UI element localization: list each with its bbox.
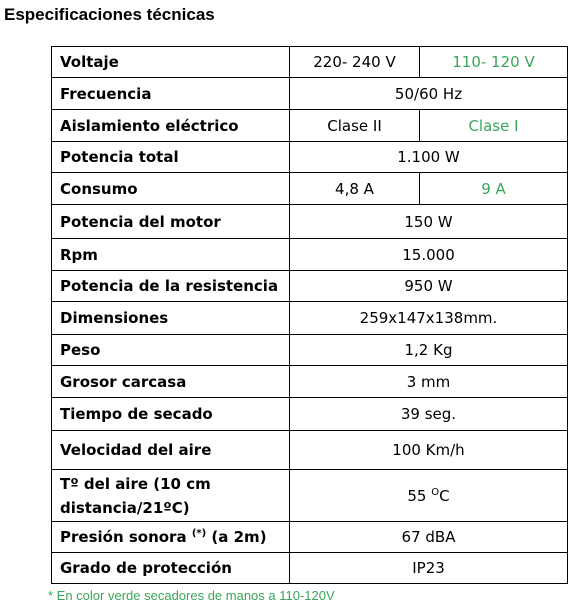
- table-row: [52, 142, 568, 173]
- table-row: [52, 470, 568, 522]
- table-row: [52, 398, 568, 431]
- table-row: [52, 173, 568, 205]
- page-title: Especificaciones técnicas: [4, 5, 215, 24]
- row-value: 1.100 W: [290, 142, 568, 173]
- value-unit: C: [439, 486, 450, 505]
- row-label: Dimensiones: [52, 302, 290, 335]
- value-unit-sup: O: [431, 486, 440, 498]
- table-row: [52, 47, 568, 78]
- row-label: Voltaje: [52, 47, 290, 78]
- row-label: Tiempo de secado: [52, 398, 290, 431]
- row-value: 4,8 A: [290, 173, 420, 205]
- label-text: Presión sonora: [60, 528, 187, 546]
- row-value: 100 Km/h: [290, 431, 568, 470]
- row-label: Potencia del motor: [52, 205, 290, 239]
- table-row: [52, 366, 568, 398]
- row-value: 3 mm: [290, 366, 568, 398]
- row-label: Velocidad del aire: [52, 431, 290, 470]
- row-label: Peso: [52, 335, 290, 366]
- row-label: Grado de protección: [52, 553, 290, 584]
- row-value-green: 9 A: [420, 173, 568, 205]
- row-value-green: 110- 120 V: [420, 47, 568, 78]
- row-label: Aislamiento eléctrico: [52, 110, 290, 142]
- footnote-marker: (*): [191, 528, 207, 539]
- row-label: Potencia de la resistencia: [52, 271, 290, 302]
- row-label: [52, 522, 290, 553]
- row-label: Frecuencia: [52, 78, 290, 110]
- row-value: 220- 240 V: [290, 47, 420, 78]
- row-label: Potencia total: [52, 142, 290, 173]
- row-value: IP23: [290, 553, 568, 584]
- row-value: 50/60 Hz: [290, 78, 568, 110]
- row-value: 259x147x138mm.: [290, 302, 568, 335]
- row-value: Clase II: [290, 110, 420, 142]
- table-row: [52, 522, 568, 553]
- row-label: Rpm: [52, 239, 290, 271]
- row-value: 150 W: [290, 205, 568, 239]
- row-value: 950 W: [290, 271, 568, 302]
- row-label: Grosor carcasa: [52, 366, 290, 398]
- row-value: 39 seg.: [290, 398, 568, 431]
- label-suffix: (a 2m): [211, 528, 267, 546]
- row-value: 67 dBA: [290, 522, 568, 553]
- row-label: Tº del aire (10 cm distancia/21ºC): [52, 470, 290, 522]
- specs-table: [51, 46, 568, 584]
- table-row: [52, 431, 568, 470]
- table-row: [52, 78, 568, 110]
- value-number: 55: [407, 486, 427, 505]
- table-row: [52, 335, 568, 366]
- row-value: 1,2 Kg: [290, 335, 568, 366]
- table-row: [52, 205, 568, 239]
- table-row: [52, 271, 568, 302]
- row-value-green: Clase I: [420, 110, 568, 142]
- footnote: * En color verde secadores de manos a 110-120V: [48, 588, 335, 603]
- row-value: 15.000: [290, 239, 568, 271]
- row-value: [290, 470, 568, 522]
- row-label: Consumo: [52, 173, 290, 205]
- table-row: [52, 302, 568, 335]
- table-row: [52, 553, 568, 584]
- table-row: [52, 110, 568, 142]
- table-row: [52, 239, 568, 271]
